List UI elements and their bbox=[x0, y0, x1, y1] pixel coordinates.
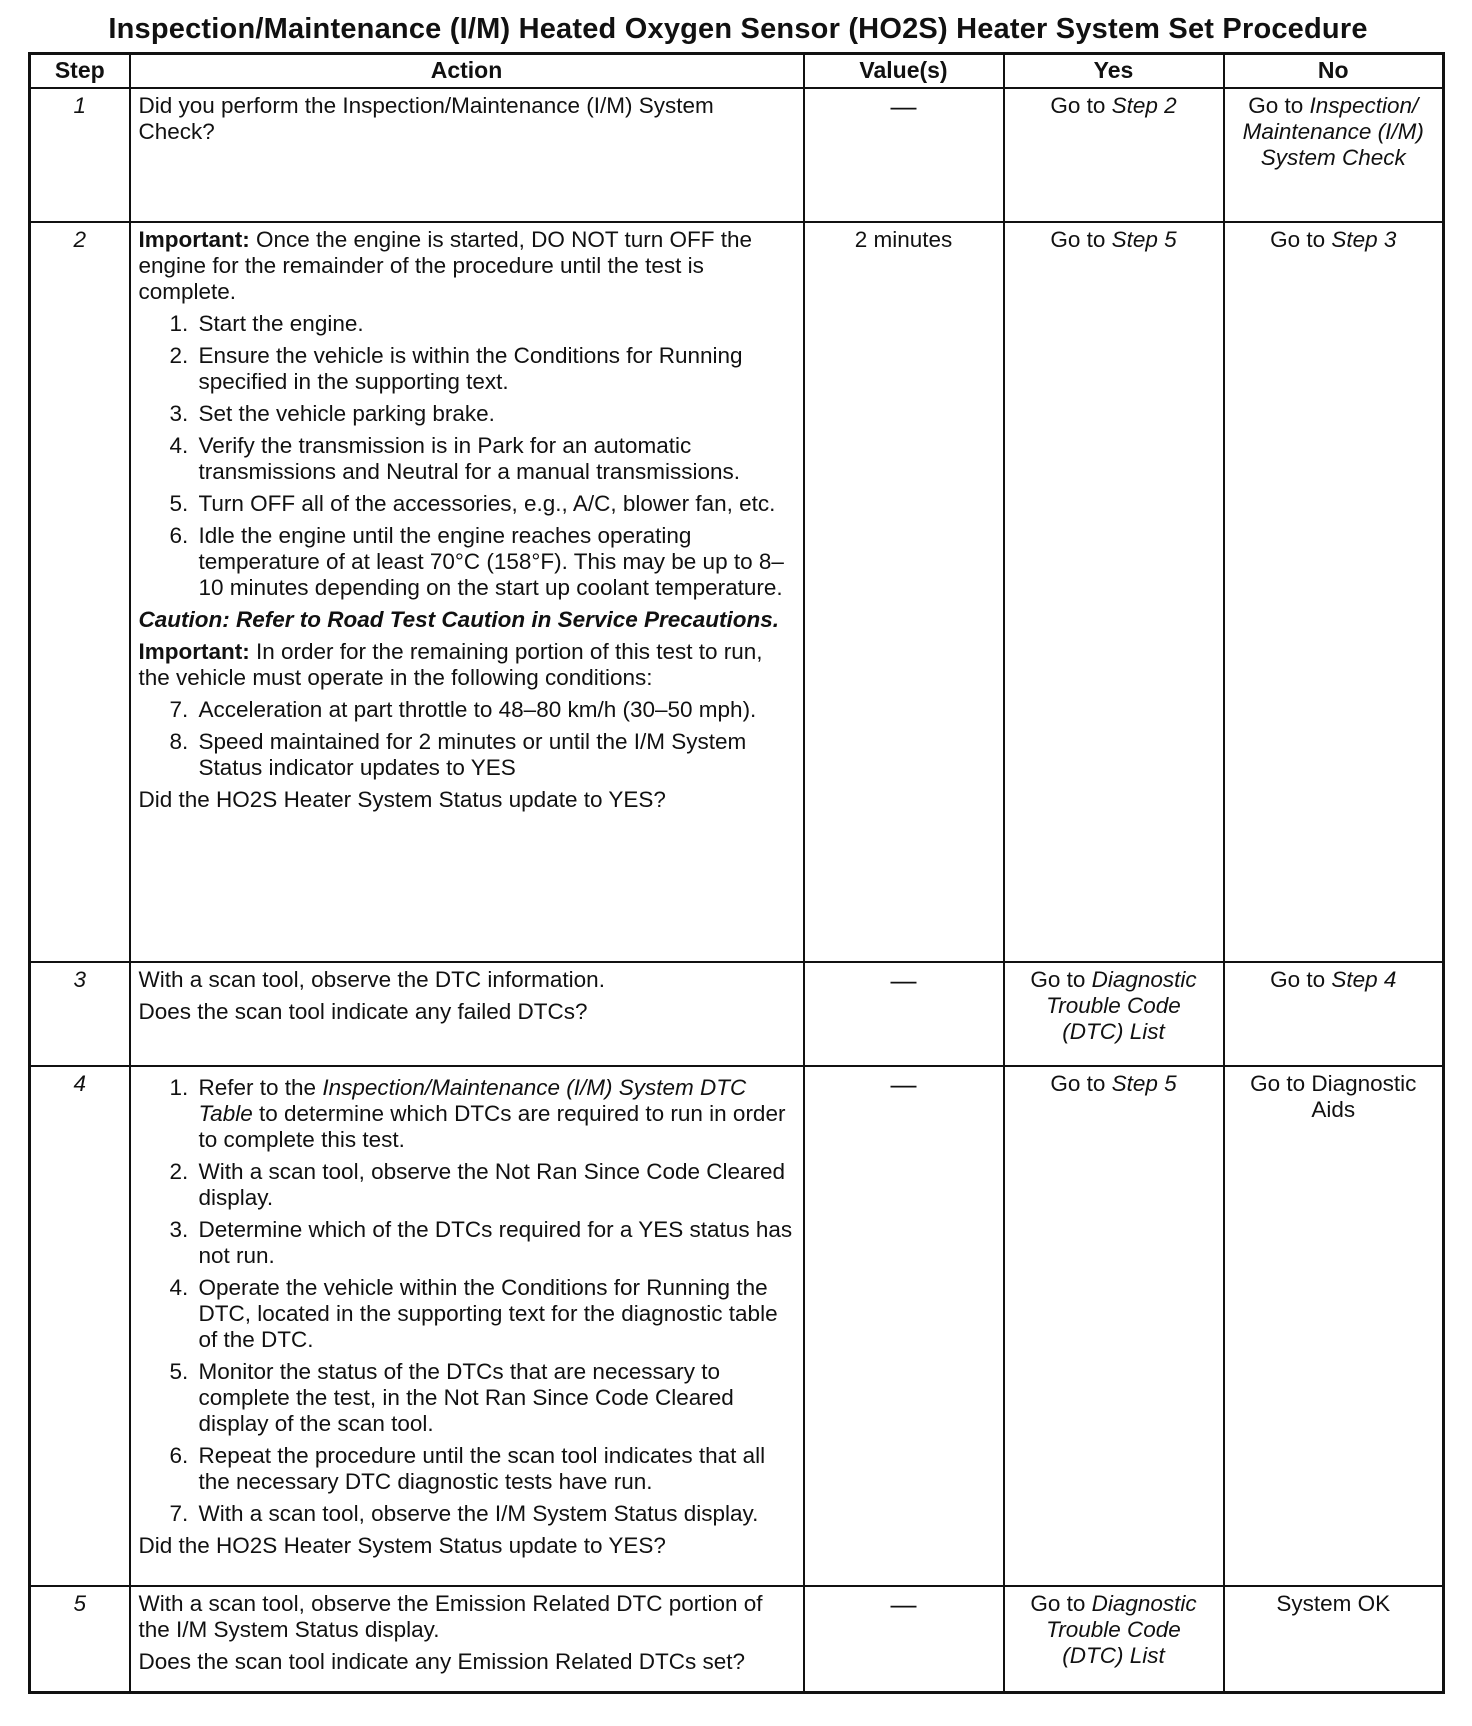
yes-reference-link[interactable]: Diagnostic Trouble Code (DTC) List bbox=[1046, 967, 1197, 1044]
document-title: Inspection/Maintenance (I/M) Heated Oxygen Sensor (HO2S) Heater System Set Procedure bbox=[108, 13, 1368, 45]
yes-reference-link[interactable]: Diagnostic Trouble Code (DTC) List bbox=[1046, 1591, 1197, 1668]
no-cell bbox=[1224, 962, 1444, 1066]
action-text: Did you perform the Inspection/Maintenance (I/M) System Check? bbox=[138, 93, 714, 144]
list-item: 2. Ensure the vehicle is within the Conditions for Running specified in the supporting text. bbox=[195, 343, 795, 395]
yes-reference-link[interactable]: Step 2 bbox=[1111, 93, 1177, 118]
no-result-text: System OK bbox=[1276, 1591, 1391, 1616]
important-note bbox=[139, 227, 795, 305]
no-reference-link[interactable]: Inspection/ Maintenance (I/M) System Check bbox=[1242, 93, 1424, 170]
no-cell bbox=[1224, 1586, 1444, 1692]
header-values: Value(s) bbox=[804, 54, 1004, 89]
no-reference-link[interactable]: Step 4 bbox=[1331, 967, 1397, 992]
list-item: 4. Verify the transmission is in Park for an automatic transmissions and Neutral for a manual transmissions. bbox=[195, 433, 795, 485]
value-text: — bbox=[890, 91, 917, 121]
action-cell bbox=[130, 88, 804, 222]
list-item: 3. Set the vehicle parking brake. bbox=[195, 401, 795, 427]
value-cell bbox=[804, 222, 1004, 962]
value-text: — bbox=[890, 1069, 917, 1099]
action-text: With a scan tool, observe the Emission Related DTC portion of the I/M System Status display. bbox=[138, 1591, 763, 1642]
important-label: Important: bbox=[138, 227, 250, 252]
step-number: 3 bbox=[30, 962, 130, 1066]
yes-prefix: Go to bbox=[1030, 967, 1092, 992]
yes-prefix: Go to bbox=[1050, 93, 1112, 118]
step-number: 4 bbox=[30, 1066, 130, 1586]
yes-reference-link[interactable]: Step 5 bbox=[1111, 1071, 1177, 1096]
value-text: 2 minutes bbox=[854, 227, 953, 252]
yes-prefix: Go to bbox=[1050, 1071, 1112, 1096]
table-row-step-2 bbox=[30, 222, 1444, 962]
value-cell bbox=[804, 88, 1004, 222]
document-page bbox=[28, 10, 1448, 1694]
procedure-list bbox=[139, 1075, 795, 1527]
value-text: — bbox=[890, 1589, 917, 1619]
important-note bbox=[139, 639, 795, 691]
yes-cell bbox=[1004, 962, 1224, 1066]
yes-cell bbox=[1004, 88, 1224, 222]
action-cell bbox=[130, 1066, 804, 1586]
no-reference-link[interactable]: Go to Diagnostic Aids bbox=[1250, 1071, 1417, 1122]
no-cell bbox=[1224, 1066, 1444, 1586]
question-text: Does the scan tool indicate any failed DTCs? bbox=[138, 999, 588, 1024]
yes-cell bbox=[1004, 1066, 1224, 1586]
procedure-list bbox=[139, 697, 795, 781]
list-item: 7. With a scan tool, observe the I/M System Status display. bbox=[195, 1501, 795, 1527]
no-cell bbox=[1224, 222, 1444, 962]
table-row-step-3 bbox=[30, 962, 1444, 1066]
list-item: 8. Speed maintained for 2 minutes or until the I/M System Status indicator updates to YES bbox=[195, 729, 795, 781]
important-text: Once the engine is started, DO NOT turn OFF the engine for the remainder of the procedure until the test is complete. bbox=[138, 227, 753, 304]
action-cell bbox=[130, 962, 804, 1066]
value-cell bbox=[804, 962, 1004, 1066]
question-text: Did the HO2S Heater System Status update to YES? bbox=[138, 787, 666, 812]
yes-reference-link[interactable]: Step 5 bbox=[1111, 227, 1177, 252]
value-cell bbox=[804, 1586, 1004, 1692]
list-item: 5. Turn OFF all of the accessories, e.g., A/C, blower fan, etc. bbox=[195, 491, 795, 517]
header-action: Action bbox=[130, 54, 804, 89]
step-number: 5 bbox=[30, 1586, 130, 1692]
list-item-prefix: Refer to the bbox=[198, 1075, 323, 1100]
list-item: 4. Operate the vehicle within the Conditions for Running the DTC, located in the supporting text for the diagnostic table of the DTC. bbox=[195, 1275, 795, 1353]
action-text: With a scan tool, observe the DTC information. bbox=[138, 967, 605, 992]
step-number: 1 bbox=[30, 88, 130, 222]
list-item: 6. Idle the engine until the engine reaches operating temperature of at least 70°C (158°F). This may be up to 8–10 minutes depending on the start up coolant temperature. bbox=[195, 523, 795, 601]
no-prefix: Go to bbox=[1270, 967, 1332, 992]
table-row-step-1 bbox=[30, 88, 1444, 222]
yes-cell bbox=[1004, 222, 1224, 962]
action-cell bbox=[130, 222, 804, 962]
list-item: 5. Monitor the status of the DTCs that are necessary to complete the test, in the Not Ran Since Code Cleared display of the scan tool. bbox=[195, 1359, 795, 1437]
caution-note: Caution: Refer to Road Test Caution in Service Precautions. bbox=[138, 607, 780, 632]
question-text: Did the HO2S Heater System Status update to YES? bbox=[138, 1533, 666, 1558]
table-row-step-5 bbox=[30, 1586, 1444, 1692]
yes-cell bbox=[1004, 1586, 1224, 1692]
important-text: In order for the remaining portion of this test to run, the vehicle must operate in the following conditions: bbox=[138, 639, 763, 690]
list-item-suffix: to determine which DTCs are required to run in order to complete this test. bbox=[198, 1101, 786, 1152]
value-cell bbox=[804, 1066, 1004, 1586]
list-item: 1. Start the engine. bbox=[195, 311, 795, 337]
list-item: 7. Acceleration at part throttle to 48–80 km/h (30–50 mph). bbox=[195, 697, 795, 723]
no-prefix: Go to bbox=[1248, 93, 1310, 118]
important-label: Important: bbox=[138, 639, 250, 664]
list-item: 6. Repeat the procedure until the scan tool indicates that all the necessary DTC diagnostic tests have run. bbox=[195, 1443, 795, 1495]
header-no: No bbox=[1224, 54, 1444, 89]
action-cell bbox=[130, 1586, 804, 1692]
header-yes: Yes bbox=[1004, 54, 1224, 89]
list-item bbox=[195, 1075, 795, 1153]
value-text: — bbox=[890, 965, 917, 995]
header-row bbox=[30, 54, 1444, 89]
list-item: 3. Determine which of the DTCs required for a YES status has not run. bbox=[195, 1217, 795, 1269]
no-cell bbox=[1224, 88, 1444, 222]
yes-prefix: Go to bbox=[1050, 227, 1112, 252]
header-step: Step bbox=[30, 54, 130, 89]
yes-prefix: Go to bbox=[1030, 1591, 1092, 1616]
question-text: Does the scan tool indicate any Emission Related DTCs set? bbox=[138, 1649, 746, 1674]
dtc-table-reference-link[interactable]: Inspection/Maintenance (I/M) System DTC Table bbox=[198, 1075, 747, 1126]
list-item: 2. With a scan tool, observe the Not Ran Since Code Cleared display. bbox=[195, 1159, 795, 1211]
procedure-list bbox=[139, 311, 795, 601]
no-prefix: Go to bbox=[1270, 227, 1332, 252]
step-number: 2 bbox=[30, 222, 130, 962]
no-reference-link[interactable]: Step 3 bbox=[1331, 227, 1397, 252]
table-row-step-4 bbox=[30, 1066, 1444, 1586]
procedure-table bbox=[28, 52, 1445, 1694]
